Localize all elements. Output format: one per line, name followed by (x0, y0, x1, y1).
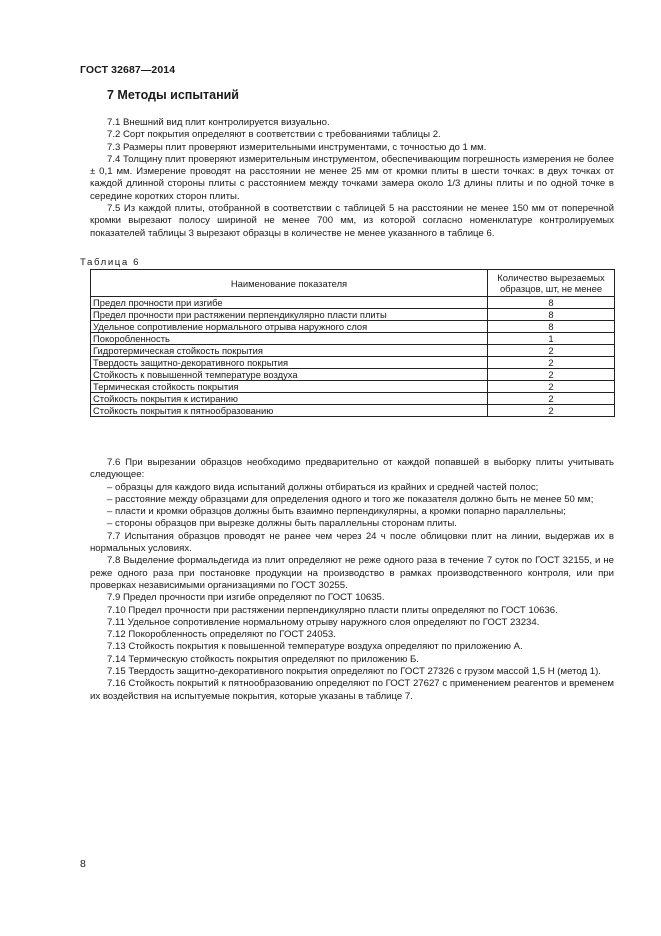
row-name: Покоробленность (91, 333, 488, 345)
table-row (91, 345, 615, 357)
paragraph: 7.13 Стойкость покрытия к повышенной температуре воздуха определяют по приложению А. (107, 641, 523, 653)
row-count: 2 (488, 369, 615, 381)
paragraph: 7.1 Внешний вид плит контролируется визуально. (107, 117, 330, 128)
row-name: Удельное сопротивление нормального отрыва наружного слоя (91, 321, 488, 333)
table-row (91, 309, 615, 321)
paragraphs-bottom (90, 457, 614, 703)
samples-table (90, 269, 615, 417)
paragraph: 7.9 Предел прочности при изгибе определяют по ГОСТ 10635. (107, 592, 385, 604)
row-count: 2 (488, 393, 615, 405)
row-name: Гидротермическая стойкость покрытия (91, 345, 488, 357)
row-name: Твердость защитно-декоративного покрытия (91, 357, 488, 369)
row-count: 1 (488, 333, 615, 345)
running-header: ГОСТ 32687—2014 (80, 64, 176, 76)
row-count: 2 (488, 357, 615, 369)
paragraphs-top (90, 117, 614, 240)
table-row (91, 393, 615, 405)
column-header-name: Наименование показателя (91, 270, 488, 297)
table-row (91, 381, 615, 393)
paragraph: 7.7 Испытания образцов проводят не ранее чем через 24 ч после облицовки плит на линии, выдержав их в нормальных условиях. (90, 530, 614, 555)
row-count: 2 (488, 381, 615, 393)
table-row (91, 297, 615, 309)
list-item: – расстояние между образцами для определения одного и того же показателя должно быть не менее 50 мм; (107, 493, 594, 505)
paragraph: 7.2 Сорт покрытия определяют в соответствии с требованиями таблицы 2. (107, 129, 441, 141)
page-number: 8 (80, 858, 86, 870)
table-row (91, 405, 615, 417)
row-name: Стойкость к повышенной температуре воздуха (91, 369, 488, 381)
table-caption: Таблица 6 (80, 257, 141, 268)
paragraph: 7.11 Удельное сопротивление нормальному отрыву наружного слоя определяют по ГОСТ 23234. (107, 616, 540, 628)
row-name: Предел прочности при изгибе (91, 297, 488, 309)
table-row (91, 321, 615, 333)
row-count: 8 (488, 297, 615, 309)
table-row (91, 333, 615, 345)
table-row (91, 369, 615, 381)
row-count: 2 (488, 405, 615, 417)
row-count: 8 (488, 321, 615, 333)
paragraph: 7.12 Покоробленность определяют по ГОСТ 24053. (107, 629, 336, 641)
row-count: 2 (488, 345, 615, 357)
row-name: Стойкость покрытия к пятнообразованию (91, 405, 488, 417)
paragraph: 7.10 Предел прочности при растяжении перпендикулярно пласти плиты определяют по ГОСТ 10636. (107, 604, 558, 616)
paragraph: 7.6 При вырезании образцов необходимо предварительно от каждой попавшей в выборку плиты учитывать следующее: (90, 457, 614, 481)
row-name: Стойкость покрытия к истиранию (91, 393, 488, 405)
list-item: – стороны образцов при вырезке должны быть параллельны сторонам плиты. (107, 518, 457, 530)
paragraph: 7.8 Выделение формальдегида из плит определяют не реже одного раза в течение 7 суток по ГОСТ 32155, и не реже одного раза при постановке продукции на производство в рамках производственного контроля, или при проверках независимыми организациями по ГОСТ 30255. (90, 555, 614, 591)
paragraph: 7.5 Из каждой плиты, отобранной в соответствии с таблицей 5 на расстоянии не менее 150 мм от поперечной кромки вырезают полосу шириной не менее 700 мм, из которой согласно номенклатуре контролируемых показателей таблицы 3 вырезают образцы в количестве не менее указанного в таблице 6. (90, 203, 614, 239)
table-header-row (91, 270, 615, 297)
column-header-count: Количество вырезаемых образцов, шт, не менее (488, 270, 615, 297)
table-row (91, 357, 615, 369)
paragraph: 7.14 Термическую стойкость покрытия определяют по приложению Б. (107, 653, 419, 665)
list-item: – пласти и кромки образцов должны быть взаимно перпендикулярны, а кромки попарно параллельны; (107, 506, 566, 518)
paragraph: 7.16 Стойкость покрытий к пятнообразованию определяют по ГОСТ 27627 с применением реагентов и временем их воздействия на испытуемые покрытия, которые указаны в таблице 7. (90, 678, 614, 702)
list-item: – образцы для каждого вида испытаний должны отбираться из крайних и средней частей полос; (107, 481, 539, 493)
section-title: 7 Методы испытаний (107, 88, 239, 102)
paragraph: 7.15 Твердость защитно-декоративного покрытия определяют по ГОСТ 27326 с грузом массой 1,5 Н (метод 1). (107, 666, 601, 678)
row-count: 8 (488, 309, 615, 321)
paragraph: 7.3 Размеры плит проверяют измерительными инструментами, с точностью до 1 мм. (107, 141, 487, 153)
row-name: Термическая стойкость покрытия (91, 381, 488, 393)
row-name: Предел прочности при растяжении перпендикулярно пласти плиты (91, 309, 488, 321)
paragraph: 7.4 Толщину плит проверяют измерительным инструментом, обеспечивающим погрешность измерения не более ± 0,1 мм. Измерение проводят на расстоянии не менее 25 мм от кромки плиты в шести точках: в двух точках от каждой длинной стороны плиты с расстоянием между точками замера около 1/3 длины плиты и по одной точке в середине коротких сторон плиты. (90, 153, 614, 202)
